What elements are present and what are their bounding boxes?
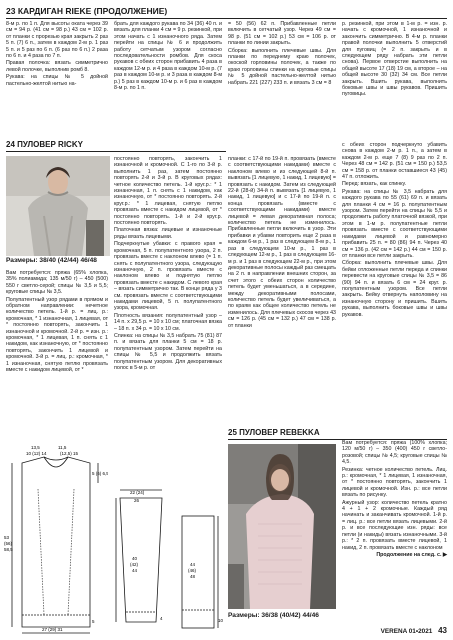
ricky-text-col4: [342, 142, 447, 319]
paragraph: Правая полочка: вязать симметрично левой полочке, выполнив ромб 8.: [6, 60, 108, 73]
dim-label: 10: [218, 618, 224, 623]
paragraph: Ажурный узор: количество петель кратно 4 + 1 + 2 кромочные. Каждый ряд начинать и заканчивать кромочной. 1-й р. = лиц. р.: все петли вязать лицевыми. 2-й р. и все последующие изн. ряды: все петли (и накиды) вязать изнаночными. 3-й р.: * 2 п. провязать вместе лицевой, 1 накид, 2 п. провязать вместе с наклоном: [342, 499, 447, 551]
paragraph: Плотность вязания: полупатентный узор – 14 п. x 29,5 р. = 10 x 10 см; платочная вязка – 18 п. x 34 р. = 10 x 10 см.: [114, 312, 222, 332]
paragraph: Сборка: выполнить плечевые швы. Для бейки отложенные петли переда и спинки перевести на круговые спицы № 3,5 = 86 (90) 94 п. и вязать 6 см = 24 круг. р. полупатентным узором. Все петли закрыть. Бейку отвернуть наполовину на изнаночную сторону и пришить. Вшить рукава, выполнить боковые швы и швы рукавов.: [342, 260, 447, 318]
dim-label: 4: [160, 616, 163, 621]
paragraph: Полупатентный узор рядами в прямом и обратном направлении: нечетное количество петель. 1-й р. = лиц. р.: кромочная, * 1 изнаночная, 1 лицевая, от * постоянно повторять, закончить 1 изнаночной и кромочной. 2-й р. = изн. р.: кромочная, * 1 лицевая, 1 п. снять с 1 накидом, как изнаночную, от * постоянно повторять, закончить 1 лицевой и кромочной. 3-й р. = лиц. р.: кромочная, * 1 изнаночная, снятую петлю провязать вместе с накидом лицевой, от *: [6, 296, 108, 374]
dim-label: (56): [4, 541, 13, 546]
dim-label: 22 (24): [130, 490, 145, 495]
paragraph: Платочная вязка: лицевые и изнаночные ряды вязать лицевыми.: [114, 227, 222, 240]
dim-label: 44: [190, 562, 196, 567]
page-number: 43: [438, 626, 447, 635]
ricky-text-col1: [6, 270, 108, 375]
schematic-body: [4, 443, 108, 635]
paragraph: р. резинкой, при этом в 1-м р. = изн. р. начать с кромочной, 1 изнаночной и закончить симметрично. В 4-м р. планки правой полочки выполнить 5 отверстий для пуговиц (= 2 п. закрыть и в следующем ряду набрать эти петли снова). Первое отверстие выполнить на общей высоте 17 (18) 19 см, а второе – на общей высоте 30 (32) 34 см. Все петли закрыть. Вшить рукава, выполнить боковые швы и швы рукавов. Пришить пуговицы.: [342, 21, 447, 98]
dim-label: (42): [130, 562, 139, 567]
dim-label: 53: [4, 535, 10, 540]
top-text-col1: [6, 21, 108, 88]
ricky-photo: [6, 156, 110, 256]
section-title-rebekka: 25 ПУЛОВЕР REBEKKA: [228, 428, 320, 437]
ricky-photo-graphic: [6, 156, 110, 256]
paragraph: Рукава: на спицы № 5 дойной пастельно-желтой нитью на-: [6, 74, 108, 87]
rebekka-photo: [228, 444, 336, 609]
dim-label: 44: [132, 568, 138, 573]
dim-label: 58,5: [4, 547, 13, 552]
page-footer: [340, 626, 447, 635]
dim-label: 27 (29) 31: [42, 627, 63, 632]
ricky-text-col3: [228, 156, 336, 330]
paragraph: Вам потребуется: пряжа (100% хлопка; 120 м/50 г) – 350 (400) 450 г светло-розовой; спицы № 4,5; круговые спицы № 4,5.: [342, 440, 447, 466]
dim-label: 10 (12) 14: [26, 451, 47, 456]
paragraph: Перед: вязать, как спинку.: [342, 181, 407, 188]
schematic-sleeve: [112, 486, 170, 634]
dim-label: 5 (6) 6,5: [92, 471, 108, 476]
ricky-text-col2: [114, 156, 222, 372]
paragraph: Сборка: выполнить плечевые швы. Для планки по переднему краю полочек, окоской горловины полочек, а также по краю горловины спинки на круговые спицы № 5 дойной пастельно-желтой нитью набрать 221 (227) 233 п. и вязать 3 см = 8: [228, 47, 336, 86]
dim-label: 13,5: [31, 445, 40, 450]
dim-label: (12,5) 15: [60, 451, 79, 456]
rebekka-text-col: [342, 440, 447, 559]
ricky-size-caption: Размеры: 38/40 (42/44) 46/48: [6, 257, 97, 264]
continued-note: Продолжение на след. с. ▶: [376, 551, 447, 558]
top-text-col4: [342, 21, 447, 99]
section-title-ricky: 24 ПУЛОВЕР RICKY: [6, 140, 83, 149]
paragraph: постоянно повторять, закончить 1 изнаночной и кромочной. С 1-го по 3-й р. выполнить 1 раз, затем постоянно повторять 2-й и 3-й р. В круговых рядах: четное количество петель. 1-й круг.р.: * 1 изнаночная, 1 п. снять с 1 накидом, как изнаночную, от * постоянно повторять. 2-й круг.р.: * 1 лицевая, снятую петлю провязать вместе с накидом лицевой, от * постоянно повторять. 1-й и 2-й круг.р. постоянно повторять.: [114, 156, 222, 227]
magazine-name: VERENA 01•2021: [380, 628, 433, 635]
title-underline: [6, 18, 447, 19]
section-title-continued: 23 КАРДИГАН RIEKE (ПРОДОЛЖЕНИЕ): [6, 6, 168, 16]
dim-label: (46): [188, 568, 197, 573]
top-text-col3: [228, 21, 336, 87]
dim-label: 48: [190, 574, 196, 579]
paragraph: Рукава: на спицы № 3,5 набрать для каждого рукава по 55 (61) 69 п. и вязать для планки 4 см = 16 р. полупатентным узором. Затем перейти на спицы № 5,5 и продолжить работу платочной вязкой, при этом в 1-м р. полупатентные петли провязать вместе с соответствующими накидами лицевой и равномерно прибавить 25 п. = 80 (86) 94 п. Через 40 см = 136 р. (42 см = 142 р.) 44 см = 150 р. от планки все петли закрыть.: [342, 188, 447, 259]
top-text-col2: [114, 21, 222, 92]
paragraph: 8-м р. по 1 п. Для высоты оката через 39 см = 94 р. (41 см = 98 р.) 43 см = 102 р. от планки с прорезью края закрыть 2 раз 5 п. (7) 6 п., затем в каждом 2-м р. 1 раз 5 п. и 5 раз по 6 п. (6 раз по 6 п.) 2 раза по 6 п. и 4 раза по 7 п.: [6, 21, 108, 60]
dim-label: 40: [132, 556, 138, 561]
paragraph: с обеих сторон подчеркнуто убавить снова в каждом 2-м р. 1 п., а затем в каждом 2-м р. еще 7 (8) 9 раз по 2 п. Через 48 см = 142 р. (51 см = 150 р.) 53,5 см = 158 р. от планки оставшиеся 43 (45) 47 п. отложить.: [342, 142, 447, 181]
title-underline: [6, 151, 226, 152]
paragraph: = 50 (56) 62 п. Прибавленные петли включить в сетчатый узор. Через 49 см = 98 р. (51 см = 102 р.) 53 см = 106 р. от планки по линии закрыть.: [228, 21, 336, 47]
dim-label: 26: [134, 498, 140, 503]
paragraph: Спинка: на спицы № 3,5 набрать 75 (81) 87 п. и вязать для планки 5 см = 18 р. полупатентным узором. Затем перейти на спицы № 5,5 и продолжить вязать полупатентным узором. Для декоративных полос в 5-м р. от: [114, 332, 222, 371]
schematic-collar: [172, 510, 226, 634]
paragraph: брать для каждого рукава по 34 (36) 40 п. и вязать для планки 4 см = 9 р. резинкой, при этом начать с 1 изнаночного ряда. Затем перейти на спицы № 6 и продолжить работу сетчатым узором согласно последовательности ромбов. Для скоса рукавов с обеих сторон прибавить 4 раза в каждом 12-м р. и 4 раза в каждом 10-м р. (7 раз в каждом 10-м р. и 3 раза в каждом 8-м р.) 5 раз в каждом 10-м р. и 6 раз в каждом 8-м р. по 1 п.: [114, 21, 222, 92]
paragraph: Вам потребуется: пряжа (65% хлопка, 35% полиамида; 135 м/50 г) – 450 (500) 550 г светло-серой; спицы № 3,5 и 5,5; круговые спицы № 3,5.: [6, 270, 108, 296]
paragraph: планки: с 17-й по 19-й п. провязать (вместе с соответствующими накидами) вместе с наклоном влево и из следующей 8-й п. вывязать [1 лицевую, 1 накид, 1 лицевую] = провязать с накидом. Затем из следующей 22-й (28-й) 34-й п. вывязать [1 лицевую, 1 накид, 1 лицевую] и с 17-й по 19-й п. с конца провязать (вместе с соответствующими накидами) вместе лицевой = левая декоративная полоса; количество петель не изменилось. Прибавленные петли включить в узор. Эти прибавки и убавки повторить еще 2 раза в каждом 6-м р., 1 раз в следующем 8-м р., 1 раз в следующем 10-м р., 1 раз в следующем 12-м р., 1 раз в следующем 16-м р. и 1 раз в следующем 22-м р., при этом декоративные полосы каждый раз смещать на 2 п. в направлении внешних сторон, за счет этого с обеих сторон количество петель будет уменьшаться, а в середине, между декоративными полосами, количество петель будет увеличиваться, а по краям как общее количество петель не изменилось. Для плечевых скосов через 43 см = 126 р. (45 см = 132 р.) 47 см = 138 р. от планки: [228, 156, 336, 329]
dim-label: 11,5: [58, 445, 67, 450]
paragraph: Резинка: четное количество петель. Лиц. р.: кромочная, * 1 лицевая, 1 изнаночная, от * постоянно повторять, закончить 1 лицевой и кромочной. Изн. р.: все петли вязать по рисунку.: [342, 466, 447, 499]
dim-label: 5: [92, 619, 95, 624]
rebekka-photo-graphic: [228, 444, 336, 609]
rebekka-size-caption: Размеры: 36/38 (40/42) 44/46: [228, 612, 319, 619]
paragraph: Подчеркнутые убавки: с правого края = кромочная, 5 п. полупатентного узора, 2 п. провязать вместе с наклоном влево (= 1 п. снять с полупатентного узора, следующую изнаночную, 2 п. провязать вместе с наклоном влево и поднятую петлю провязать вместе с накидом. С левого края – вязать симметрично так. В конце ряда у 3 см. провязать вместе с соответствующими накидами лицевой, 5 п. полупатентного узора, кромочная.: [114, 241, 222, 312]
